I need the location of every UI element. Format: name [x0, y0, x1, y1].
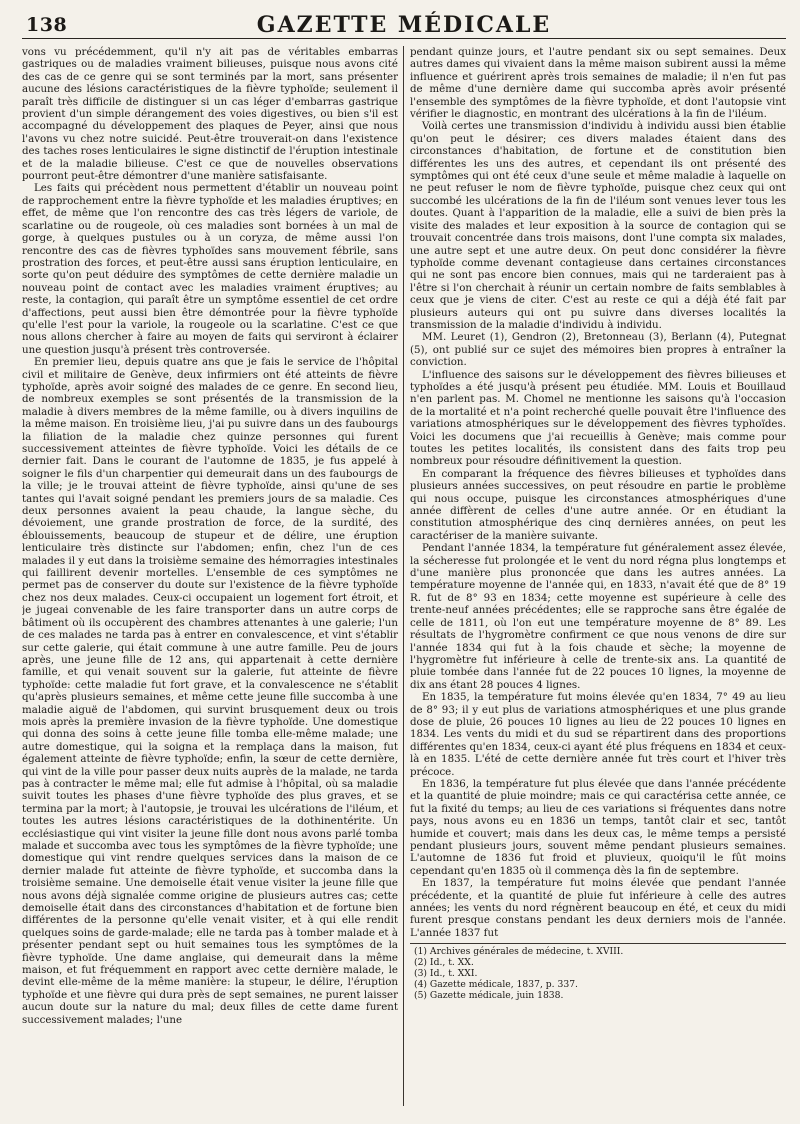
article-body [22, 46, 786, 1118]
column-divider [403, 46, 404, 1106]
footnotes [410, 943, 786, 1001]
paragraph: Voilà certes une transmission d'individu à individu aussi bien établie qu'on peut le désirer; ces divers malades étaient dans des circonstances d'habitation, de fortune et de constitution bien différentes les uns des autres, et cependant ils ont présenté des symptômes qui ont été ceux d'une seule et même maladie à laquelle on ne peut refuser le nom de fièvre typhoïde, puisque chez ceux qui ont succombé les ulcérations de la fin de l'iléum sont venues lever tous les doutes. Quant à l'apparition de la maladie, elle a suivi de bien près la visite des malades et leur exposition à la source de contagion qui se trouvait concentrée dans trois maisons, dont l'une compta six malades, une autre sept et une autre deux. On peut donc considérer la fièvre typhoïde comme devenant contagieuse dans certaines circonstances qui ne sont pas encore bien connues, mais qui ne tarderaient pas à l'être si l'on cherchait à réunir un certain nombre de faits semblables à ceux que je viens de citer. C'est au reste ce qui a déjà été fait par plusieurs auteurs qui ont pu suivre dans diverses localités la transmission de la maladie d'individu à individu. [410, 120, 786, 331]
paragraph: Pendant l'année 1834, la température fut généralement assez élevée, la sécheresse fut prolongée et le vent du nord régna plus longtemps et d'une manière plus prononcée que dans les autres années. La température moyenne de l'année qui, en 1833, n'avait été que de 8° 19 R. fut de 8° 93 en 1834; cette moyenne est supérieure à celle des trente-neuf années précédentes; elle se rapproche sans être égalée de celle de 1811, où l'on eut une température moyenne de 8° 89. Les résultats de l'hygromètre confirment ce que nous venons de dire sur l'année 1834 qui fut à la fois chaude et sèche; la moyenne de l'hygromètre fut inférieure à celle de trente-six ans. La quantité de pluie tombée dans l'année fut de 22 pouces 10 lignes, la moyenne de dix ans étant 28 pouces 4 lignes. [410, 542, 786, 691]
journal-title: GAZETTE MÉDICALE [256, 12, 552, 38]
paragraph: En comparant la fréquence des fièvres bilieuses et typhoïdes dans plusieurs années successives, on peut résoudre en partie le problème qui nous occupe, puisque les circonstances atmosphériques d'une année diffèrent de celles d'une autre année. Or en étudiant la constitution atmosphérique des cinq dernières années, on peut les caractériser de la manière suivante. [410, 467, 786, 542]
page-header [22, 8, 786, 39]
footnote: (3) Id., t. XXI. [414, 968, 478, 980]
paragraph: En 1836, la température fut plus élevée que dans l'année précédente et la quantité de pluie moindre; mais ce qui caractérisa cette année, ce fut la fixité du temps; au lieu de ces variations si fréquentes dans notre pays, nous avons eu en 1836 un temps, tantôt clair et sec, tantôt humide et couvert; mais dans les deux cas, le même temps a persisté pendant plusieurs jours, souvent même pendant plusieurs semaines. L'automne de 1836 fut froid et pluvieux, quoiqu'il le fût moins cependant qu'en 1835 où il commença dès la fin de septembre. [410, 777, 786, 877]
footnote: (5) Gazette médicale, juin 1838. [414, 990, 564, 1002]
paragraph: En premier lieu, depuis quatre ans que je fais le service de l'hôpital civil et militaire de Genève, deux infirmiers ont été atteints de fièvre typhoïde, après avoir soigné des malades de ce genre. En second lieu, de nombreux exemples se sont présentés de la transmission de la maladie à divers membres de la même famille, ou à divers inquilins de la même maison. En troisième lieu, j'ai pu suivre dans un des faubourgs la filiation de la maladie chez quinze personnes qui furent successivement atteintes de fièvre typhoïde. Voici les détails de ce dernier fait. Dans le courant de l'automne de 1835, je fus appelé à soigner le fils d'un charpentier qui demeurait dans un des faubourgs de la ville; je le trouvai atteint de fièvre typhoïde, ainsi qu'une de ses tantes qui l'avait soigné pendant les premiers jours de sa maladie. Ces deux personnes avaient la peau chaude, la langue sèche, du dévoiement, une grande prostration de force, de la surdité, des éblouissements, beaucoup de stupeur et de délire, une éruption lenticulaire très distincte sur l'abdomen; enfin, chez l'un de ces malades il y eut dans la troisième semaine des hémorragies intestinales qui faillirent devenir mortelles. L'ensemble de ces symptômes ne permet pas de conserver du doute sur l'existence de la fièvre typhoïde chez nos deux malades. Ceux-ci occupaient un logement fort étroit, et je jugeai convenable de les faire transporter dans un autre corps de bâtiment où ils occupèrent des chambres attenantes à une galerie; l'un de ces malades ne tarda pas à entrer en convalescence, et vint s'établir sur cette galerie, qui était commune à une autre famille. Peu de jours après, une jeune fille de 12 ans, qui appartenait à cette dernière famille, et qui venait souvent sur la galerie, fut atteinte de fièvre typhoïde: cette maladie fut fort grave, et la convalescence ne s'établit qu'après plusieurs semaines, et même cette jeune fille succomba à une maladie aiguë de l'abdomen, qui survint brusquement deux ou trois mois après la première invasion de la fièvre typhoïde. Une domestique qui donna des soins à cette jeune fille tomba elle-même malade; une autre domestique, qui la soigna et la remplaça dans la maison, fut également atteinte de fièvre typhoïde; enfin, la sœur de cette dernière, qui vint de la ville pour passer deux nuits auprès de la malade, ne tarda pas à contracter le même mal; elle fut admise à l'hôpital, où sa maladie suivit toutes les phases d'une fièvre typhoïde des plus graves, et se termina par la mort; à l'autopsie, je trouvai les ulcérations de l'iléum, et toutes les autres lésions caractéristiques de la dothinentérite. Un ecclésiastique qui vint visiter la jeune fille dont nous avons parlé tomba malade et succomba avec tous les symptômes de la fièvre typhoïde; une domestique qui vint rendre quelques services dans la maison de ce dernier malade fut atteinte de fièvre typhoïde, et succomba dans la troisième semaine. Une demoiselle était venue visiter la jeune fille que nous avons déjà signalée comme origine de plusieurs autres cas; cette demoiselle était dans des circonstances d'habitation et de fortune bien différentes de la personne qu'elle venait visiter, et à qui elle rendit quelques soins de garde-malade; elle ne tarda pas à tomber malade et à présenter pendant sept ou huit semaines tous les symptômes de la fièvre typhoïde. Une dame anglaise, qui demeurait dans la même maison, et fut fréquemment en rapport avec cette dernière malade, le devint elle-même de la même manière: la stupeur, le délire, l'éruption typhoïde et une fièvre qui dura près de sept semaines, ne purent laisser aucun doute sur la nature du mal; deux filles de cette dame furent successivement malades; l'une [22, 356, 398, 1026]
footnote: (1) Archives générales de médecine, t. XVIII. [414, 946, 624, 958]
footnote: (2) Id., t. XX. [414, 957, 474, 969]
paragraph: pendant quinze jours, et l'autre pendant six ou sept semaines. Deux autres dames qui vivaient dans la même maison subirent aussi la même influence et guérirent après trois semaines de maladie; il n'en fut pas de même d'une dernière dame qui succomba après avoir présenté l'ensemble des symptômes de la fièvre typhoïde, et dont l'autopsie vint vérifier le diagnostic, en montrant des ulcérations à la fin de l'iléum. [410, 46, 786, 121]
paragraph: En 1835, la température fut moins élevée qu'en 1834, 7° 49 au lieu de 8° 93; il y eut plus de variations atmosphériques et une plus grande dose de pluie, 26 pouces 10 lignes au lieu de 22 pouces 10 lignes en 1834. Les vents du midi et du sud se répartirent dans des proportions différentes qu'en 1834, ceux-ci ayant été plus fréquens en 1834 et ceux-là en 1835. L'été de cette dernière année fut très court et l'hiver très précoce. [410, 691, 786, 778]
paragraph: L'influence des saisons sur le développement des fièvres bilieuses et typhoïdes a été jusqu'à présent peu étudiée. MM. Louis et Bouillaud n'en parlent pas. M. Chomel ne mentionne les saisons qu'à l'occasion de la mortalité et n'a point recherché quelle pouvait être l'influence des variations atmosphériques sur le développement des fièvres typhoïdes. Voici les documens que j'ai recueillis à Genève; mais comme pour toutes les petites localités, ils consistent dans des faits trop peu nombreux pour résoudre définitivement la question. [410, 368, 786, 468]
paragraph: En 1837, la température fut moins élevée que pendant l'année précédente, et la quantité de pluie fut inférieure à celle des autres années; les vents du nord régnèrent beaucoup en été, et ceux du midi furent presque constans pendant les deux derniers mois de l'année. L'année 1837 fut [410, 877, 786, 939]
paragraph: MM. Leuret (1), Gendron (2), Bretonneau (3), Berlann (4), Putegnat (5), ont publié sur ce sujet des mémoires bien propres à entraîner la conviction. [410, 331, 786, 369]
page-number: 138 [26, 14, 68, 36]
paragraph: Les faits qui précèdent nous permettent d'établir un nouveau point de rapprochement entre la fièvre typhoïde et les maladies éruptives; en effet, de même que l'on rencontre des cas très légers de variole, de scarlatine ou de rougeole, où ces maladies sont bornées à un mal de gorge, à quelques pustules ou à un coryza, de même aussi l'on rencontre des cas de fièvres typhoïdes sans mouvement fébrile, sans prostration des forces, et peut-être aussi sans éruption lenticulaire, en sorte qu'on peut déduire des symptômes de cette dernière maladie un nouveau point de contact avec les maladies vraiment éruptives; au reste, la contagion, qui paraît être un symptôme essentiel de cet ordre d'affections, peut aussi bien être démontrée pour la fièvre typhoïde qu'elle l'est pour la variole, la rougeole ou la scarlatine. C'est ce que nous allons chercher à faire au moyen de faits qui serviront à éclairer une question jusqu'à présent très controversée. [22, 182, 398, 356]
left-column [22, 46, 398, 1118]
footnote: (4) Gazette médicale, 1837, p. 337. [414, 979, 578, 991]
paragraph: vons vu précédemment, qu'il n'y ait pas de véritables embarras gastriques ou de maladies vraiment bilieuses, puisque nous avons cité des cas de ce genre qui se sont terminés par la mort, sans présenter aucune des lésions caractéristiques de la fièvre typhoïde; seulement il paraît très difficile de distinguer si un cas léger d'embarras gastrique provient d'un simple dérangement des voies digestives, ou bien s'il est accompagné du développement des plaques de Peyer, ainsi que nous l'avons vu chez notre suicidé. Peut-être trouverait-on dans l'existence des taches roses lenticulaires le signe distinctif de l'éruption intestinale et de la maladie bilieuse. C'est ce que de nouvelles observations pourront peut-être démontrer d'une manière satisfaisante. [22, 46, 398, 183]
right-column [410, 46, 786, 1118]
